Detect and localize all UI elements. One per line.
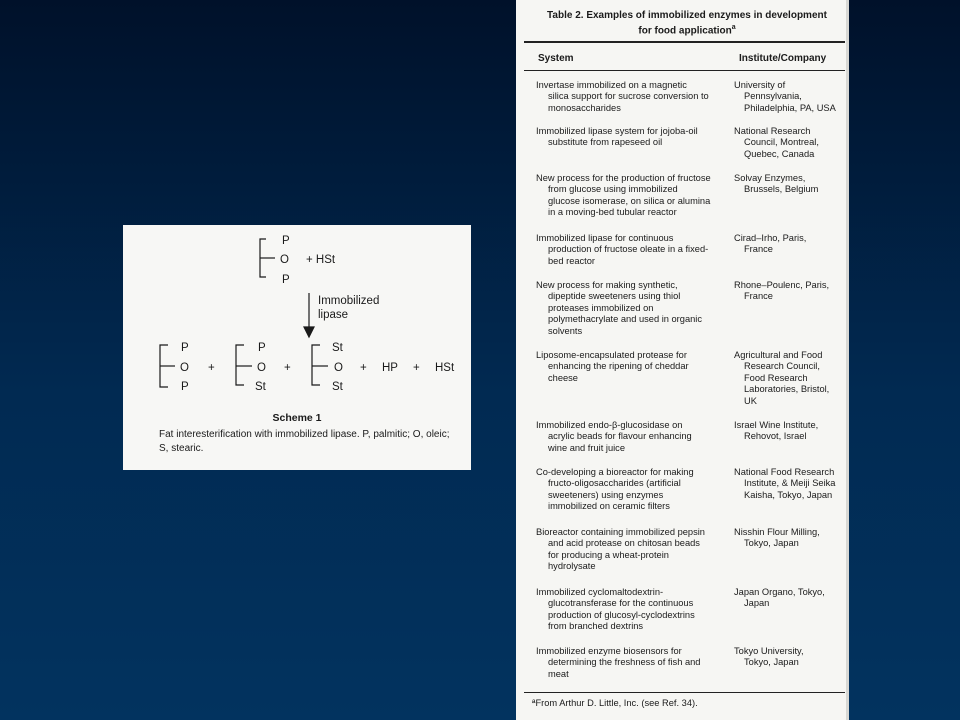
system-line: monosaccharides — [548, 102, 621, 113]
product3-top: St — [332, 342, 343, 354]
institute-line: Tokyo, Japan — [744, 538, 799, 549]
system-cell — [536, 646, 726, 680]
table-title-line1: Table 2. Examples of immobilized enzymes in development — [547, 10, 827, 21]
system-line: enhancing the ripening of cheddar — [548, 361, 689, 372]
system-cell — [536, 80, 726, 114]
system-cell — [536, 280, 726, 337]
reactant-top: P — [282, 235, 290, 247]
institute-line: Laboratories, Bristol, — [744, 384, 830, 395]
bottom-rule — [524, 692, 845, 693]
system-cell — [536, 420, 726, 454]
table-title-line2: for food application — [638, 25, 732, 37]
institute-line: Japan Organo, Tokyo, — [734, 587, 825, 597]
institute-line: National Food Research — [734, 467, 835, 477]
institute-line: University of — [734, 80, 786, 90]
system-line: Bioreactor containing immobilized pepsin — [536, 527, 705, 537]
system-line: silica support for sucrose conversion to — [548, 91, 709, 102]
table-title — [542, 10, 832, 37]
institute-line: Quebec, Canada — [744, 148, 815, 159]
institute-line: Food Research — [744, 372, 808, 383]
system-line: hydrolysate — [548, 561, 596, 572]
institute-line: Cirad–Irho, Paris, — [734, 233, 807, 243]
institute-line: Nisshin Flour Milling, — [734, 527, 820, 537]
institute-line: Council, Montreal, — [744, 137, 819, 148]
product2-top: P — [258, 342, 266, 354]
system-cell — [536, 527, 726, 573]
system-line: meat — [548, 668, 569, 679]
institute-cell — [734, 173, 844, 196]
col-header-system: System — [538, 53, 574, 64]
institute-line: Rehovot, Israel — [744, 431, 807, 442]
system-line: Liposome-encapsulated protease for — [536, 350, 687, 360]
product3-bottom: St — [332, 381, 343, 393]
system-line: production of glucosyl-cyclodextrins — [548, 609, 695, 620]
page-edge — [846, 0, 849, 720]
institute-line: Agricultural and Food — [734, 350, 823, 360]
institute-cell — [734, 420, 844, 443]
institute-cell — [734, 126, 844, 160]
system-line: immobilized on ceramic filters — [548, 501, 670, 512]
institute-line: Japan — [744, 598, 770, 609]
system-line: Co-developing a bioreactor for making — [536, 467, 694, 477]
system-line: wine and fruit juice — [548, 442, 625, 453]
institute-line: Pennsylvania, — [744, 91, 802, 102]
system-line: glucotransferase for the continuous — [548, 598, 694, 609]
institute-cell — [734, 646, 844, 669]
system-line: Immobilized lipase for continuous — [536, 233, 674, 243]
plus-4: + — [413, 362, 420, 374]
system-line: determining the freshness of fish and — [548, 657, 701, 668]
institute-line: Philadelphia, PA, USA — [744, 102, 836, 113]
system-line: solvents — [548, 325, 583, 336]
plus-2: + — [284, 362, 291, 374]
product3-bracket — [312, 345, 320, 385]
system-line: from glucose using immobilized — [548, 184, 678, 195]
system-line: cheese — [548, 372, 578, 383]
scheme-panel — [123, 225, 471, 470]
institute-cell — [734, 467, 844, 501]
system-cell — [536, 126, 726, 149]
institute-line: Israel Wine Institute, — [734, 420, 819, 430]
institute-line: Research Council, — [744, 361, 820, 372]
institute-line: Kaisha, Tokyo, Japan — [744, 489, 833, 500]
system-line: acrylic beads for flavour enhancing — [548, 431, 692, 442]
arrow-label-2: lipase — [318, 309, 349, 321]
institute-line: Tokyo, Japan — [744, 657, 799, 668]
system-line: in a moving-bed tubular reactor — [548, 207, 677, 218]
institute-cell — [734, 80, 844, 114]
top-rule — [524, 41, 845, 43]
system-line: Invertase immobilized on a magnetic — [536, 80, 687, 90]
col-header-institute: Institute/Company — [739, 53, 827, 64]
table-title-line2-wrap — [542, 22, 832, 37]
scheme-title: Scheme 1 — [272, 412, 322, 424]
scheme-caption: Fat interesterification with immobilized lipase. P, palmitic; O, oleic; S, stearic. — [159, 429, 450, 454]
arrow-label-1: Immobilized — [318, 295, 380, 307]
system-line: New process for making synthetic, — [536, 280, 678, 290]
plus-reagent: + HSt — [306, 254, 336, 266]
institute-cell — [734, 280, 844, 303]
system-line: production of fructose oleate in a fixed- — [548, 244, 709, 255]
system-line: dipeptide sweeteners using thiol — [548, 291, 681, 302]
institute-line: National Research — [734, 126, 811, 136]
institute-line: Rhone–Poulenc, Paris, — [734, 280, 830, 290]
system-line: New process for the production of fructose — [536, 173, 711, 183]
system-line: Immobilized enzyme biosensors for — [536, 646, 682, 656]
header-rule — [524, 70, 845, 71]
system-cell — [536, 467, 726, 513]
reactant-middle: O — [280, 254, 289, 266]
system-line: glucose isomerase, on silica or alumina — [548, 195, 711, 206]
table-footnote: ªFrom Arthur D. Little, Inc. (see Ref. 34). — [532, 698, 698, 708]
system-line: bed reactor — [548, 255, 596, 266]
system-line: proteases immobilized on — [548, 302, 654, 313]
system-cell — [536, 173, 726, 219]
system-cell — [536, 233, 726, 267]
institute-line: Tokyo University, — [734, 646, 804, 656]
institute-line: Brussels, Belgium — [744, 184, 819, 195]
system-line: for producing a wheat-protein — [548, 549, 669, 560]
product1-bottom: P — [181, 381, 189, 393]
institute-line: France — [744, 291, 773, 302]
institute-line: Institute, & Meiji Seika — [744, 478, 836, 489]
institute-cell — [734, 527, 844, 550]
product1-middle: O — [180, 362, 189, 374]
system-line: from branched dextrins — [548, 621, 644, 632]
product2-bracket — [236, 345, 244, 385]
byproduct-hp: HP — [382, 362, 398, 374]
reactant-bottom: P — [282, 274, 290, 286]
product2-bottom: St — [255, 381, 266, 393]
byproduct-hst: HSt — [435, 362, 455, 374]
product1-top: P — [181, 342, 189, 354]
institute-line: France — [744, 244, 773, 255]
product3-middle: O — [334, 362, 343, 374]
institute-cell — [734, 233, 844, 256]
system-line: and acid protease on chitosan beads — [548, 538, 700, 549]
institute-line: Solvay Enzymes, — [734, 173, 806, 183]
product2-middle: O — [257, 362, 266, 374]
system-cell — [536, 350, 726, 384]
table-title-sup: a — [731, 24, 736, 31]
system-line: Immobilized cyclomaltodextrin- — [536, 587, 664, 597]
system-line: sweeteners) using enzymes — [548, 489, 664, 500]
system-line: polymethacrylate and used in organic — [548, 314, 703, 325]
system-cell — [536, 587, 726, 633]
institute-line: UK — [744, 395, 757, 406]
plus-3: + — [360, 362, 367, 374]
table-page — [516, 0, 849, 720]
plus-1: + — [208, 362, 215, 374]
system-line: fructo-oligosaccharides (artificial — [548, 478, 681, 489]
system-line: substitute from rapeseed oil — [548, 137, 663, 148]
system-line: Immobilized endo-β-glucosidase on — [536, 420, 683, 430]
institute-cell — [734, 350, 844, 407]
institute-cell — [734, 587, 844, 610]
system-line: Immobilized lipase system for jojoba-oil — [536, 126, 698, 136]
